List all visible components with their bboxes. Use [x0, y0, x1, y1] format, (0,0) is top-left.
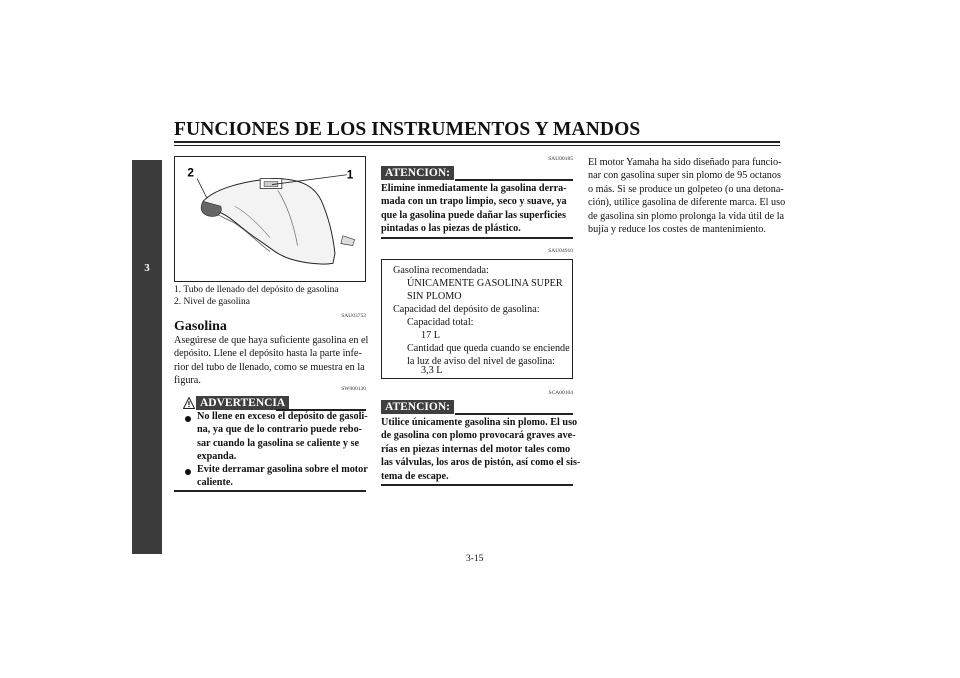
figure-caption-1: 1. Tubo de llenado del depósito de gasolina — [174, 285, 339, 295]
body-line: figura. — [174, 375, 201, 387]
chapter-tab — [132, 160, 162, 554]
section-title-gasolina: Gasolina — [174, 319, 227, 334]
chapter-tab-number: 3 — [144, 262, 150, 274]
atencion-line: Elimine inmediatamente la gasolina derra- — [381, 183, 567, 194]
bullet-dot — [185, 416, 191, 422]
figure-caption-2: 2. Nivel de gasolina — [174, 297, 250, 307]
bullet-line: na, ya que de lo contrario puede rebo- — [197, 424, 363, 436]
spec-line: Gasolina recomendada: — [393, 265, 489, 276]
warning-triangle-icon — [183, 396, 195, 408]
bullet-line: caliente. — [197, 477, 233, 489]
spec-line: Cantidad que queda cuando se enciende — [407, 343, 570, 354]
atencion-line: rías en piezas internas del motor tales como — [381, 443, 571, 455]
warning-code: SW000130 — [341, 386, 366, 392]
fuel-spec-box — [381, 259, 573, 379]
callout-1: 1 — [346, 167, 354, 182]
body-line: de gasolina sin plomo prolonga la vida útil de la — [588, 210, 785, 222]
gasolina-body — [174, 334, 369, 388]
section-code: SAU03753 — [341, 313, 366, 319]
atencion-line: pintadas o las piezas de plástico. — [381, 223, 521, 235]
body-line: depósito. Llene el depósito hasta la parte infe- — [174, 348, 362, 360]
right-column-body — [588, 156, 786, 236]
atencion2-code: SCA00104 — [548, 390, 573, 396]
atencion-label-2: ATENCION: — [381, 400, 454, 414]
atencion2-header-rule — [455, 413, 573, 415]
spec-code: SAU04910 — [548, 248, 573, 254]
atencion1-end-rule — [381, 237, 573, 239]
atencion1-header-rule — [455, 179, 573, 181]
spec-line: 17 L — [421, 330, 440, 341]
bullet-line: expanda. — [197, 451, 237, 463]
bullet-line: No llene en exceso el depósito de gasoli- — [197, 411, 368, 422]
body-line: bujía y reduce los costes de mantenimiento. — [588, 224, 766, 236]
atencion-line: Utilice únicamente gasolina sin plomo. El uso — [381, 417, 578, 428]
callout-2: 2 — [187, 165, 194, 180]
page-header-title: FUNCIONES DE LOS INSTRUMENTOS Y MANDOS — [174, 119, 641, 140]
header-rule-thin — [174, 145, 780, 146]
spec-line: ÚNICAMENTE GASOLINA SUPER — [407, 278, 563, 289]
atencion-label-1: ATENCION: — [381, 166, 454, 180]
atencion1-code: SAU00185 — [548, 156, 573, 162]
bullet-line: sar cuando la gasolina se caliente y se — [197, 437, 359, 449]
atencion2-text — [381, 416, 581, 483]
body-line: ción), utilice gasolina de diferente marca. El uso — [588, 197, 786, 209]
spec-line: 3,3 L — [421, 365, 443, 376]
fuel-tank-figure — [174, 156, 366, 282]
spec-line: la luz de aviso del nivel de gasolina: — [407, 356, 555, 367]
atencion-line: de gasolina con plomo provocará graves ave- — [381, 430, 576, 442]
spec-line: Capacidad total: — [407, 317, 474, 328]
atencion-line: tema de escape. — [381, 470, 449, 482]
spec-line: SIN PLOMO — [407, 291, 462, 302]
body-line: o más. Si se produce un golpeteo (o una detona- — [588, 183, 784, 195]
atencion-line: las válvulas, los aros de pistón, así como el sis- — [381, 457, 581, 469]
body-line: rior del tubo de llenado, como se muestra en la — [174, 361, 365, 373]
body-line: Asegúrese de que haya suficiente gasolina en el — [174, 335, 369, 346]
body-line: El motor Yamaha ha sido diseñado para funcio- — [588, 157, 782, 168]
bullet-dot — [185, 469, 191, 475]
body-line: nar con gasolina super sin plomo de 95 octanos — [588, 170, 781, 182]
bullet-line: Evite derramar gasolina sobre el motor — [197, 464, 368, 475]
atencion1-text — [381, 182, 573, 236]
warning-bullet-2 — [197, 463, 366, 490]
atencion-line: que la gasolina puede dañar las superficies — [381, 209, 566, 221]
warning-end-rule — [174, 490, 366, 492]
warning-bullet-1 — [197, 410, 366, 464]
warning-label: ADVERTENCIA — [196, 396, 289, 410]
spec-line: Capacidad del depósito de gasolina: — [393, 304, 540, 315]
atencion2-end-rule — [381, 484, 573, 486]
header-rule — [174, 141, 780, 143]
fuel-tank-illustration — [175, 157, 365, 281]
page-number: 3-15 — [466, 554, 484, 564]
atencion-line: mada con un trapo limpio, seco y suave, ya — [381, 196, 567, 208]
